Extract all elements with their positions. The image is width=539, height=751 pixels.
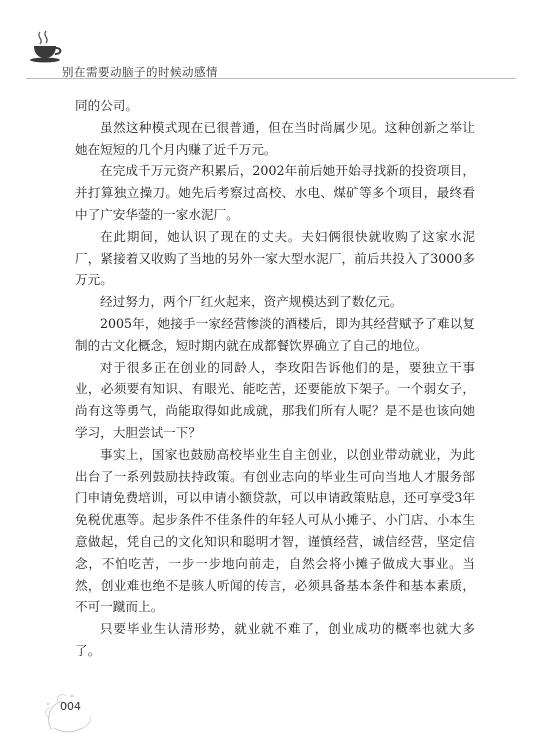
- paragraph: 虽然这种模式现在已很普通，但在当时尚属少见。这种创新之举让她在短短的几个月内赚了近千万元。: [75, 119, 475, 157]
- paragraph: 同的公司。: [75, 98, 138, 113]
- paragraph: 在此期间，她认识了现在的丈夫。夫妇俩很快就收购了这家水泥厂，紧接着又收购了当地的另外一家大型水泥厂，前后共投入了3000多万元。: [75, 228, 475, 288]
- coffee-cup-icon: [26, 30, 72, 66]
- page-footer: [42, 688, 102, 736]
- body-text: [75, 95, 475, 662]
- paragraph: 只要毕业生认清形势，就业就不难了，创业成功的概率也就大多了。: [75, 621, 475, 658]
- paragraph: 2005年，她接手一家经营惨淡的酒楼后，即为其经营赋予了难以复制的古文化概念，短时期内就在成都餐饮界确立了自己的地位。: [75, 315, 475, 353]
- paragraph: 经过努力，两个厂红火起来，资产规模达到了数亿元。: [100, 294, 403, 310]
- page-number: 004: [60, 700, 81, 713]
- paragraph: 对于很多正在创业的同龄人，李玫阳告诉他们的是，要独立干事业，必须要有知识、有眼光、能吃苦，还要能放下架子。一个弱女子，尚有这等勇气，尚能取得如此成就，那我们所有人呢？是不是也该向她学习，大胆尝试一下？: [75, 359, 475, 440]
- page-header: [26, 30, 516, 80]
- paragraph: 事实上，国家也鼓励高校毕业生自主创业，以创业带动就业，为此出台了一系列鼓励扶持政策。有创业志向的毕业生可向当地人才服务部门申请免费培训，可以申请小额贷款，可以申请政策贴息，还可享受3年免税优惠等。起步条件不佳条件的年轻人可从小摊子、小门店、小本生意做起，凭自己的文化知识和聪明才智，谨慎经营，诚信经营，坚定信念，不怕吃苦，一步一步地向前走，自然会将小摊子做成大事业。当然，创业难也绝不是骇人听闻的传言，必须具备基本条件和基本素质，不可一蹴而上。: [75, 446, 475, 615]
- book-title: 别在需要动脑子的时候动感情: [62, 65, 218, 79]
- paragraph: 在完成千万元资产积累后，2002年前后她开始寻找新的投资项目，并打算独立操刀。她先后考察过高校、水电、煤矿等多个项目，最终看中了广安华蓥的一家水泥厂。: [75, 163, 475, 222]
- header-divider: [26, 78, 516, 79]
